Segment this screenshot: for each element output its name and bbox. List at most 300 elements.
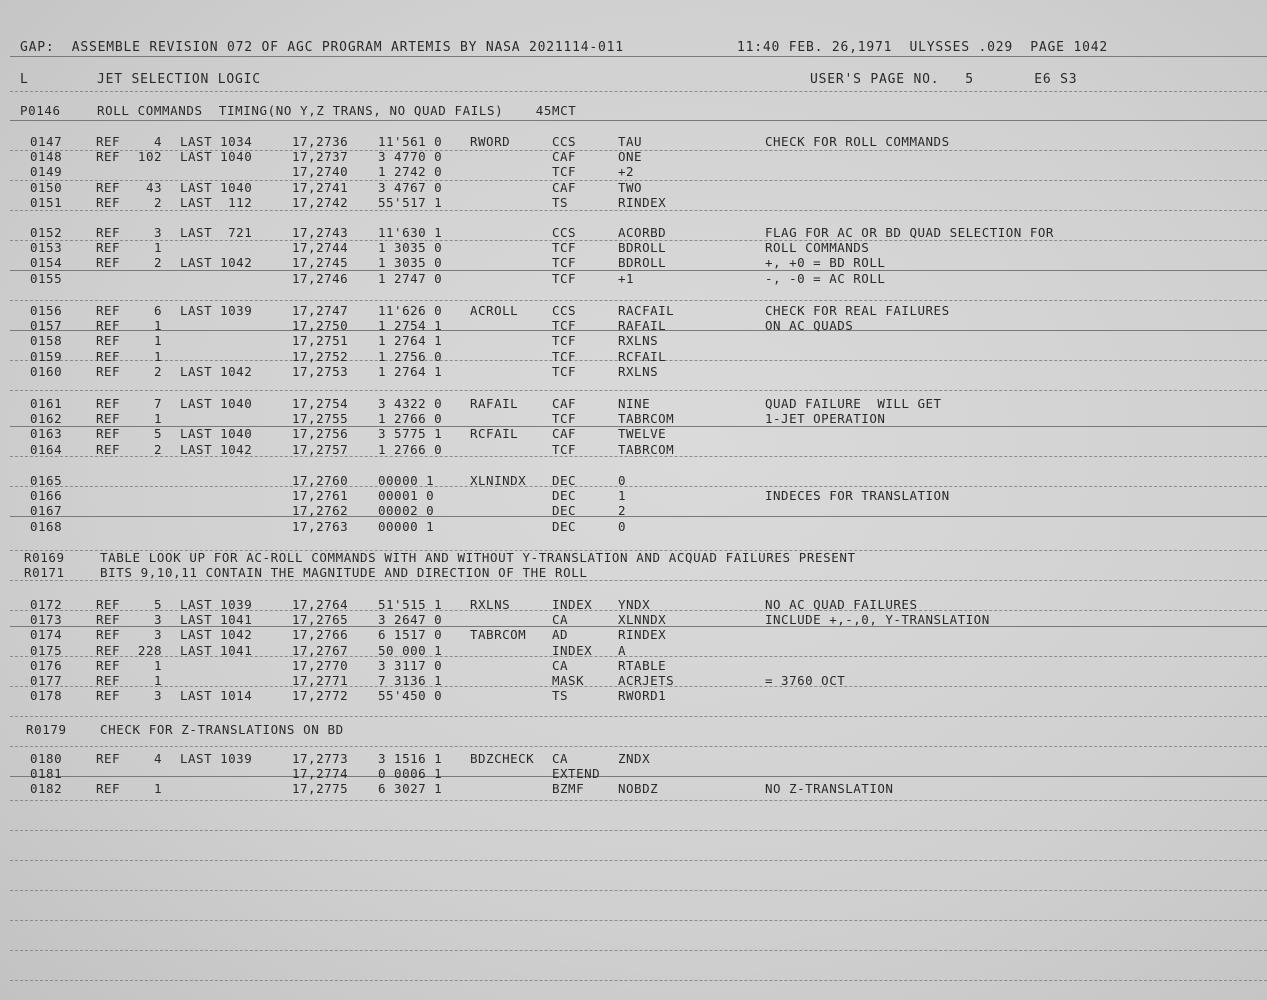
memory-address: 17,2767 xyxy=(292,642,349,658)
operand: TABRCOM xyxy=(618,411,675,427)
paper-rule xyxy=(10,800,1267,801)
memory-address: 17,2743 xyxy=(292,225,349,240)
ref-keyword: REF xyxy=(96,225,121,240)
paper-rule xyxy=(10,830,1267,831)
opcode: TCF xyxy=(552,255,577,271)
operand: ONE xyxy=(618,149,643,165)
listing-row xyxy=(0,241,1267,256)
code-comment: -, -0 = AC ROLL xyxy=(765,270,886,286)
listing-line-number: 0162 xyxy=(30,411,63,427)
ref-count: 5 xyxy=(153,426,162,442)
listing-row xyxy=(0,598,1267,613)
listing-line-number: 0148 xyxy=(30,149,63,165)
listing-line-number: 0175 xyxy=(30,642,63,658)
opcode: CA xyxy=(552,612,569,628)
paper-rule xyxy=(10,390,1267,391)
octal-word: 3 5775 1 xyxy=(378,426,443,442)
opcode: CAF xyxy=(552,149,577,165)
listing-line-number: 0177 xyxy=(30,673,63,688)
ref-count: 2 xyxy=(153,363,162,379)
ref-keyword: REF xyxy=(96,255,121,271)
opcode: INDEX xyxy=(552,597,593,612)
memory-address: 17,2766 xyxy=(292,627,349,643)
opcode: CA xyxy=(552,657,569,673)
memory-address: 17,2751 xyxy=(292,333,349,349)
last-reference: LAST 1034 xyxy=(180,134,253,149)
ref-keyword: REF xyxy=(96,627,121,643)
ref-count: 4 xyxy=(153,134,162,149)
octal-word: 1 2764 1 xyxy=(378,363,443,379)
octal-word: 00002 0 xyxy=(378,503,435,519)
listing-line-number: 0159 xyxy=(30,348,63,364)
operand: ZNDX xyxy=(618,751,651,766)
octal-word: 1 3035 0 xyxy=(378,255,443,271)
code-label: XLNINDX xyxy=(470,473,527,488)
ref-keyword: REF xyxy=(96,411,121,427)
listing-row xyxy=(0,181,1267,196)
listing-row xyxy=(0,752,1267,767)
octal-word: 00000 1 xyxy=(378,473,435,488)
ref-count: 1 xyxy=(153,781,162,797)
ref-count: 228 xyxy=(137,642,162,658)
last-reference: LAST 1040 xyxy=(180,149,253,165)
octal-word: 51'515 1 xyxy=(378,597,443,612)
last-reference: LAST 1039 xyxy=(180,751,253,766)
paper-rule xyxy=(10,120,1267,121)
code-comment: ON AC QUADS xyxy=(765,318,854,334)
operand: YNDX xyxy=(618,597,651,612)
last-reference: LAST 1040 xyxy=(180,426,253,442)
listing-row xyxy=(0,474,1267,489)
listing-row xyxy=(0,674,1267,689)
octal-word: 11'626 0 xyxy=(378,303,443,318)
octal-word: 1 2764 1 xyxy=(378,333,443,349)
opcode: EXTEND xyxy=(552,766,601,782)
listing-row xyxy=(0,504,1267,519)
code-comment: NO Z-TRANSLATION xyxy=(765,781,894,797)
ref-count: 5 xyxy=(153,597,162,612)
opcode: TS xyxy=(552,194,569,210)
code-comment: QUAD FAILURE WILL GET xyxy=(765,396,942,411)
listing-row xyxy=(0,319,1267,334)
ref-keyword: REF xyxy=(96,751,121,766)
operand: RXLNS xyxy=(618,333,659,349)
memory-address: 17,2737 xyxy=(292,149,349,165)
memory-address: 17,2765 xyxy=(292,612,349,628)
ref-count: 1 xyxy=(153,657,162,673)
octal-word: 1 2742 0 xyxy=(378,164,443,180)
opcode: AD xyxy=(552,627,569,643)
octal-word: 3 2647 0 xyxy=(378,612,443,628)
ref-count: 3 xyxy=(153,225,162,240)
paper-rule xyxy=(10,746,1267,747)
listing-row xyxy=(0,365,1267,380)
octal-word: 3 4767 0 xyxy=(378,179,443,195)
ref-keyword: REF xyxy=(96,673,121,688)
memory-address: 17,2764 xyxy=(292,597,349,612)
paper-rule xyxy=(10,300,1267,301)
last-reference: LAST 1041 xyxy=(180,642,253,658)
operand: TABRCOM xyxy=(618,441,675,457)
octal-word: 0 0006 1 xyxy=(378,766,443,782)
listing-line-number: 0153 xyxy=(30,240,63,256)
ref-keyword: REF xyxy=(96,134,121,149)
listing-row xyxy=(0,165,1267,180)
ref-keyword: REF xyxy=(96,426,121,442)
listing-line-number: 0167 xyxy=(30,503,63,519)
operand: 0 xyxy=(618,518,627,534)
ref-keyword: REF xyxy=(96,318,121,334)
operand: TWELVE xyxy=(618,426,667,442)
code-label: RXLNS xyxy=(470,597,511,612)
last-reference: LAST 112 xyxy=(180,194,253,210)
octal-word: 1 3035 0 xyxy=(378,240,443,256)
memory-address: 17,2773 xyxy=(292,751,349,766)
ref-count: 43 xyxy=(145,179,162,195)
listing-line-number: 0147 xyxy=(30,134,63,149)
octal-word: 7 3136 1 xyxy=(378,673,443,688)
operand: NINE xyxy=(618,396,651,411)
listing-line-number: 0182 xyxy=(30,781,63,797)
last-reference: LAST 1040 xyxy=(180,179,253,195)
opcode: TCF xyxy=(552,441,577,457)
paper-rule xyxy=(10,580,1267,581)
listing-row xyxy=(0,196,1267,211)
paper-rule xyxy=(10,716,1267,717)
memory-address: 17,2760 xyxy=(292,473,349,488)
ref-count: 1 xyxy=(153,411,162,427)
octal-word: 50 000 1 xyxy=(378,642,443,658)
paper-rule xyxy=(10,950,1267,951)
code-label: RAFAIL xyxy=(470,396,519,411)
remark-line-number: R0169 xyxy=(24,550,65,565)
octal-word: 6 3027 1 xyxy=(378,781,443,797)
opcode: DEC xyxy=(552,488,577,504)
listing-row xyxy=(0,397,1267,412)
last-reference: LAST 721 xyxy=(180,225,253,240)
memory-address: 17,2772 xyxy=(292,688,349,704)
ref-count: 102 xyxy=(137,149,162,165)
section-code: L xyxy=(20,72,29,87)
listing-line-number: 0149 xyxy=(30,164,63,180)
opcode: CCS xyxy=(552,303,577,318)
opcode: DEC xyxy=(552,503,577,519)
listing-line-number: 0154 xyxy=(30,255,63,271)
ref-count: 1 xyxy=(153,348,162,364)
opcode: CCS xyxy=(552,134,577,149)
memory-address: 17,2753 xyxy=(292,363,349,379)
memory-address: 17,2761 xyxy=(292,488,349,504)
opcode: TCF xyxy=(552,164,577,180)
listing-row xyxy=(0,628,1267,643)
listing-line-number: 0152 xyxy=(30,225,63,240)
listing-row xyxy=(0,489,1267,504)
code-label: ACROLL xyxy=(470,303,519,318)
octal-word: 1 2766 0 xyxy=(378,441,443,457)
listing-line-number: 0165 xyxy=(30,473,63,488)
memory-address: 17,2755 xyxy=(292,411,349,427)
last-reference: LAST 1014 xyxy=(180,688,253,704)
operand: +1 xyxy=(618,270,635,286)
ref-count: 1 xyxy=(153,318,162,334)
octal-word: 11'630 1 xyxy=(378,225,443,240)
operand: ACRJETS xyxy=(618,673,675,688)
paper-rule xyxy=(10,860,1267,861)
code-label: BDZCHECK xyxy=(470,751,535,766)
code-label: TABRCOM xyxy=(470,627,527,643)
ref-count: 2 xyxy=(153,255,162,271)
operand: RINDEX xyxy=(618,194,667,210)
ref-count: 1 xyxy=(153,240,162,256)
operand: RXLNS xyxy=(618,363,659,379)
opcode: CAF xyxy=(552,179,577,195)
opcode: DEC xyxy=(552,518,577,534)
code-comment: +, +0 = BD ROLL xyxy=(765,255,886,271)
listing-line-number: 0151 xyxy=(30,194,63,210)
section-title: JET SELECTION LOGIC xyxy=(97,72,261,87)
ref-count: 4 xyxy=(153,751,162,766)
remark-text: CHECK FOR Z-TRANSLATIONS ON BD xyxy=(100,722,344,737)
remark-text: TABLE LOOK UP FOR AC-ROLL COMMANDS WITH AND WITHOUT Y-TRANSLATION AND ACQUAD FAILURES PRESENT xyxy=(100,550,856,565)
listing-row xyxy=(0,659,1267,674)
ref-count: 1 xyxy=(153,673,162,688)
listing-line-number: 0181 xyxy=(30,766,63,782)
listing-line-number: 0178 xyxy=(30,688,63,704)
ref-keyword: REF xyxy=(96,441,121,457)
operand: RINDEX xyxy=(618,627,667,643)
listing-line-number: 0163 xyxy=(30,426,63,442)
listing-row xyxy=(0,350,1267,365)
last-reference: LAST 1041 xyxy=(180,612,253,628)
opcode: CAF xyxy=(552,396,577,411)
operand: 1 xyxy=(618,488,627,504)
octal-word: 1 2754 1 xyxy=(378,318,443,334)
operand: BDROLL xyxy=(618,240,667,256)
listing-row xyxy=(0,272,1267,287)
listing-line-number: 0174 xyxy=(30,627,63,643)
opcode: DEC xyxy=(552,473,577,488)
ref-count: 1 xyxy=(153,333,162,349)
listing-line-number: 0155 xyxy=(30,270,63,286)
listing-line-number: 0158 xyxy=(30,333,63,349)
remark-text: ROLL COMMANDS TIMING(NO Y,Z TRANS, NO QUAD FAILS) 45MCT xyxy=(97,103,577,118)
memory-address: 17,2774 xyxy=(292,766,349,782)
opcode: TCF xyxy=(552,318,577,334)
octal-word: 00001 0 xyxy=(378,488,435,504)
listing-row xyxy=(0,150,1267,165)
code-comment: CHECK FOR ROLL COMMANDS xyxy=(765,134,950,149)
memory-address: 17,2762 xyxy=(292,503,349,519)
opcode: TS xyxy=(552,688,569,704)
listing-row xyxy=(0,135,1267,150)
ref-keyword: REF xyxy=(96,781,121,797)
operand: NOBDZ xyxy=(618,781,659,797)
operand: RTABLE xyxy=(618,657,667,673)
ref-count: 3 xyxy=(153,612,162,628)
listing-row xyxy=(0,226,1267,241)
listing-line-number: 0180 xyxy=(30,751,63,766)
remark-text: BITS 9,10,11 CONTAIN THE MAGNITUDE AND DIRECTION OF THE ROLL xyxy=(100,565,588,580)
octal-word: 00000 1 xyxy=(378,518,435,534)
ref-keyword: REF xyxy=(96,597,121,612)
operand: TWO xyxy=(618,179,643,195)
ref-count: 2 xyxy=(153,441,162,457)
ref-keyword: REF xyxy=(96,348,121,364)
operand: XLNNDX xyxy=(618,612,667,628)
code-label: RCFAIL xyxy=(470,426,519,442)
assembly-title: GAP: ASSEMBLE REVISION 072 OF AGC PROGRAM ARTEMIS BY NASA 2021114-011 xyxy=(20,40,624,55)
operand: RACFAIL xyxy=(618,303,675,318)
ref-count: 7 xyxy=(153,396,162,411)
ref-keyword: REF xyxy=(96,396,121,411)
octal-word: 3 3117 0 xyxy=(378,657,443,673)
memory-address: 17,2746 xyxy=(292,270,349,286)
listing-row xyxy=(0,443,1267,458)
octal-word: 3 4322 0 xyxy=(378,396,443,411)
opcode: TCF xyxy=(552,240,577,256)
operand: 2 xyxy=(618,503,627,519)
memory-address: 17,2736 xyxy=(292,134,349,149)
memory-address: 17,2741 xyxy=(292,179,349,195)
listing-row xyxy=(0,767,1267,782)
memory-address: 17,2756 xyxy=(292,426,349,442)
listing-row xyxy=(0,520,1267,535)
opcode: TCF xyxy=(552,411,577,427)
code-comment: = 3760 OCT xyxy=(765,673,846,688)
operand: RCFAIL xyxy=(618,348,667,364)
code-comment: ROLL COMMANDS xyxy=(765,240,870,256)
ref-keyword: REF xyxy=(96,240,121,256)
ref-keyword: REF xyxy=(96,333,121,349)
remark-line-number: P0146 xyxy=(20,103,61,118)
octal-word: 3 1516 1 xyxy=(378,751,443,766)
ref-keyword: REF xyxy=(96,303,121,318)
last-reference: LAST 1040 xyxy=(180,396,253,411)
listing-line-number: 0166 xyxy=(30,488,63,504)
ref-keyword: REF xyxy=(96,642,121,658)
listing-row xyxy=(0,613,1267,628)
ref-count: 2 xyxy=(153,194,162,210)
memory-address: 17,2745 xyxy=(292,255,349,271)
listing-row xyxy=(0,782,1267,797)
memory-address: 17,2750 xyxy=(292,318,349,334)
remark-line-number: R0171 xyxy=(24,565,65,580)
code-comment: INCLUDE +,-,0, Y-TRANSLATION xyxy=(765,612,990,628)
opcode: MASK xyxy=(552,673,585,688)
last-reference: LAST 1039 xyxy=(180,597,253,612)
memory-address: 17,2754 xyxy=(292,396,349,411)
operand: RAFAIL xyxy=(618,318,667,334)
operand: RWORD1 xyxy=(618,688,667,704)
listing-line-number: 0160 xyxy=(30,363,63,379)
octal-word: 1 2756 0 xyxy=(378,348,443,364)
code-comment: CHECK FOR REAL FAILURES xyxy=(765,303,950,318)
opcode: CA xyxy=(552,751,569,766)
listing-line-number: 0172 xyxy=(30,597,63,612)
ref-count: 6 xyxy=(153,303,162,318)
listing-row xyxy=(0,334,1267,349)
memory-address: 17,2742 xyxy=(292,194,349,210)
opcode: TCF xyxy=(552,348,577,364)
listing-line-number: 0164 xyxy=(30,441,63,457)
code-label: RWORD xyxy=(470,134,511,149)
paper-rule xyxy=(10,91,1267,92)
listing-row xyxy=(0,689,1267,704)
listing-row xyxy=(0,256,1267,271)
listing-line-number: 0173 xyxy=(30,612,63,628)
octal-word: 55'450 0 xyxy=(378,688,443,704)
ref-count: 3 xyxy=(153,688,162,704)
opcode: CCS xyxy=(552,225,577,240)
last-reference: LAST 1042 xyxy=(180,441,253,457)
octal-word: 11'561 0 xyxy=(378,134,443,149)
memory-address: 17,2740 xyxy=(292,164,349,180)
code-comment: NO AC QUAD FAILURES xyxy=(765,597,918,612)
opcode: CAF xyxy=(552,426,577,442)
octal-word: 3 4770 0 xyxy=(378,149,443,165)
ref-keyword: REF xyxy=(96,688,121,704)
opcode: TCF xyxy=(552,333,577,349)
last-reference: LAST 1039 xyxy=(180,303,253,318)
opcode: TCF xyxy=(552,270,577,286)
operand: +2 xyxy=(618,164,635,180)
operand: A xyxy=(618,642,627,658)
listing-line-number: 0157 xyxy=(30,318,63,334)
operand: 0 xyxy=(618,473,627,488)
ref-keyword: REF xyxy=(96,363,121,379)
opcode: BZMF xyxy=(552,781,585,797)
listing-row xyxy=(0,412,1267,427)
memory-address: 17,2763 xyxy=(292,518,349,534)
opcode: TCF xyxy=(552,363,577,379)
ref-keyword: REF xyxy=(96,194,121,210)
ref-count: 3 xyxy=(153,627,162,643)
memory-address: 17,2752 xyxy=(292,348,349,364)
listing-row xyxy=(0,304,1267,319)
ref-keyword: REF xyxy=(96,657,121,673)
ref-keyword: REF xyxy=(96,179,121,195)
octal-word: 1 2747 0 xyxy=(378,270,443,286)
operand: ACORBD xyxy=(618,225,667,240)
last-reference: LAST 1042 xyxy=(180,255,253,271)
print-timestamp: 11:40 FEB. 26,1971 ULYSSES .029 PAGE 1042 xyxy=(737,40,1108,55)
octal-word: 1 2766 0 xyxy=(378,411,443,427)
memory-address: 17,2744 xyxy=(292,240,349,256)
paper-rule xyxy=(10,920,1267,921)
listing-row xyxy=(0,644,1267,659)
listing-line-number: 0168 xyxy=(30,518,63,534)
users-page-number: USER'S PAGE NO. 5 E6 S3 xyxy=(810,72,1078,87)
ref-keyword: REF xyxy=(96,149,121,165)
memory-address: 17,2770 xyxy=(292,657,349,673)
listing-line-number: 0176 xyxy=(30,657,63,673)
memory-address: 17,2747 xyxy=(292,303,349,318)
listing-line-number: 0150 xyxy=(30,179,63,195)
listing-line-number: 0156 xyxy=(30,303,63,318)
last-reference: LAST 1042 xyxy=(180,627,253,643)
listing-row xyxy=(0,427,1267,442)
ref-keyword: REF xyxy=(96,612,121,628)
memory-address: 17,2775 xyxy=(292,781,349,797)
listing-line-number: 0161 xyxy=(30,396,63,411)
memory-address: 17,2757 xyxy=(292,441,349,457)
operand: TAU xyxy=(618,134,643,149)
opcode: INDEX xyxy=(552,642,593,658)
paper-rule xyxy=(10,980,1267,981)
last-reference: LAST 1042 xyxy=(180,363,253,379)
operand: BDROLL xyxy=(618,255,667,271)
paper-rule xyxy=(10,56,1267,57)
